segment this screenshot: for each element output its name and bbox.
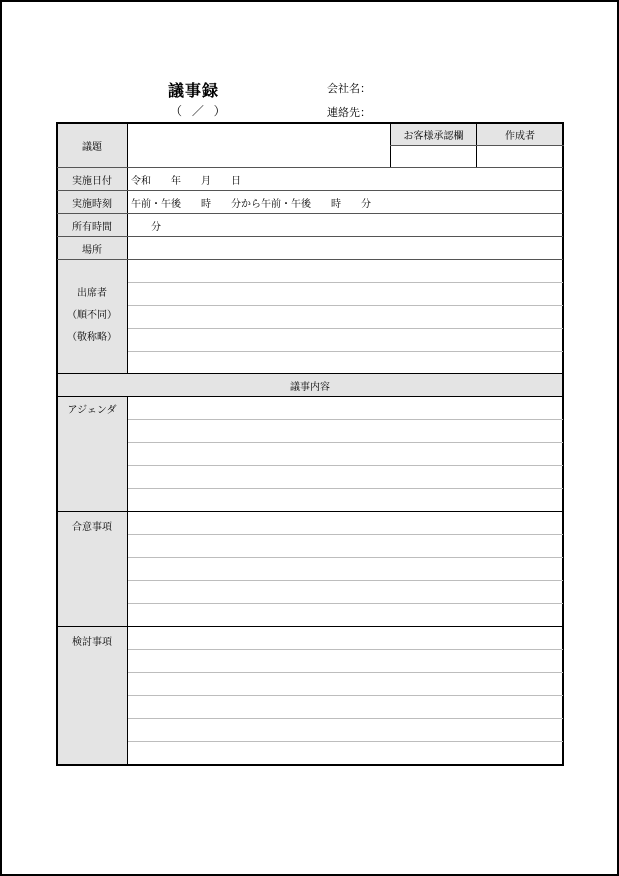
author-label: 作成者 — [505, 130, 535, 142]
place-field[interactable] — [128, 237, 563, 259]
approval-field[interactable] — [391, 146, 476, 167]
company-name-label: 会社名： — [327, 82, 371, 95]
time-label: 実施時刻 — [72, 198, 112, 210]
duration-label: 所有時間 — [72, 221, 112, 233]
page-title: 議事録 — [168, 81, 220, 100]
time-field[interactable]: 午前・午後 時 分から午前・午後 時 分 — [131, 198, 371, 210]
review-label: 検討事項 — [72, 637, 112, 648]
agenda-field[interactable] — [128, 397, 563, 511]
topic-field[interactable] — [128, 123, 390, 167]
approval-label: お客様承認欄 — [403, 130, 464, 142]
date-field[interactable]: 令和 年 月 日 — [131, 175, 241, 187]
date-label: 実施日付 — [72, 175, 112, 187]
review-field[interactable] — [128, 627, 563, 764]
duration-field[interactable]: 分 — [131, 221, 161, 233]
topic-label: 議題 — [82, 141, 102, 153]
place-label: 場所 — [82, 244, 102, 256]
attendees-label: 出席者 — [77, 288, 107, 299]
agreement-field[interactable] — [128, 512, 563, 626]
content-header: 議事内容 — [290, 381, 330, 393]
contact-label: 連絡先： — [327, 106, 371, 119]
author-field[interactable] — [477, 146, 563, 167]
attendees-note-order: （順不同） — [67, 310, 117, 321]
agenda-label: アジェンダ — [67, 405, 117, 416]
attendees-field[interactable] — [128, 260, 563, 373]
agreement-label: 合意事項 — [72, 522, 112, 533]
date-placeholder: （ ／ ） — [170, 104, 229, 118]
attendees-label-group — [57, 282, 127, 350]
attendees-note-honorific: （敬称略） — [67, 332, 117, 343]
